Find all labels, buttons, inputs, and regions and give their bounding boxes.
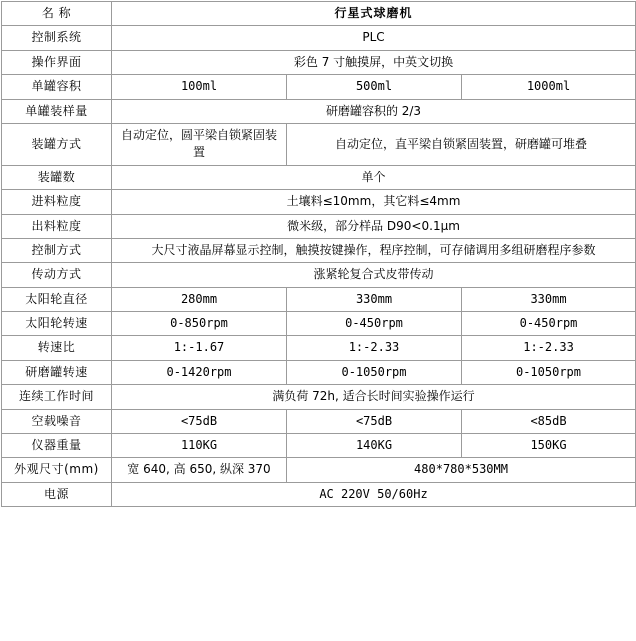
table-row <box>2 336 636 360</box>
row-value: 0-450rpm <box>287 312 462 336</box>
row-label: 传动方式 <box>2 263 112 287</box>
row-value: <75dB <box>287 409 462 433</box>
row-label: 连续工作时间 <box>2 385 112 409</box>
table-row <box>2 312 636 336</box>
table-row <box>2 263 636 287</box>
row-label: 控制系统 <box>2 26 112 50</box>
table-row <box>2 123 636 165</box>
row-value: 0-450rpm <box>462 312 636 336</box>
row-value: AC 220V 50/60Hz <box>112 482 636 506</box>
row-value: 行星式球磨机 <box>112 2 636 26</box>
row-value: 满负荷 72h, 适合长时间实验操作运行 <box>112 385 636 409</box>
row-label: 太阳轮转速 <box>2 312 112 336</box>
table-row <box>2 434 636 458</box>
table-row <box>2 165 636 189</box>
table-row <box>2 385 636 409</box>
row-label: 控制方式 <box>2 238 112 262</box>
table-row <box>2 238 636 262</box>
table-row <box>2 2 636 26</box>
row-value: 0-1050rpm <box>462 360 636 384</box>
row-label: 太阳轮直径 <box>2 287 112 311</box>
table-row <box>2 190 636 214</box>
row-label: 名 称 <box>2 2 112 26</box>
row-value: 330mm <box>462 287 636 311</box>
table-row <box>2 75 636 99</box>
specification-table-body <box>2 2 636 507</box>
row-value: 1:-1.67 <box>112 336 287 360</box>
row-label: 仪器重量 <box>2 434 112 458</box>
row-value: 0-1050rpm <box>287 360 462 384</box>
row-label: 单罐装样量 <box>2 99 112 123</box>
row-label: 电源 <box>2 482 112 506</box>
row-value: 500ml <box>287 75 462 99</box>
table-row <box>2 360 636 384</box>
table-row <box>2 50 636 74</box>
row-value: 宽 640, 高 650, 纵深 370 <box>112 458 287 482</box>
row-value: 0-850rpm <box>112 312 287 336</box>
row-label: 外观尺寸(mm) <box>2 458 112 482</box>
row-value: 330mm <box>287 287 462 311</box>
table-row <box>2 26 636 50</box>
row-value: 研磨罐容积的 2/3 <box>112 99 636 123</box>
row-label: 研磨罐转速 <box>2 360 112 384</box>
row-value: <85dB <box>462 409 636 433</box>
row-label: 空载噪音 <box>2 409 112 433</box>
row-label: 出料粒度 <box>2 214 112 238</box>
table-row <box>2 214 636 238</box>
row-label: 操作界面 <box>2 50 112 74</box>
table-row <box>2 482 636 506</box>
row-label: 进料粒度 <box>2 190 112 214</box>
table-row <box>2 287 636 311</box>
row-value: 1000ml <box>462 75 636 99</box>
row-label: 转速比 <box>2 336 112 360</box>
table-row <box>2 409 636 433</box>
row-value: 彩色 7 寸触摸屏，中英文切换 <box>112 50 636 74</box>
row-value: <75dB <box>112 409 287 433</box>
row-value: 150KG <box>462 434 636 458</box>
row-value: PLC <box>112 26 636 50</box>
row-label: 装罐方式 <box>2 123 112 165</box>
row-value: 1:-2.33 <box>287 336 462 360</box>
row-value: 单个 <box>112 165 636 189</box>
table-row <box>2 458 636 482</box>
table-row <box>2 99 636 123</box>
row-value: 0-1420rpm <box>112 360 287 384</box>
row-value: 110KG <box>112 434 287 458</box>
row-value: 微米级，部分样品 D90<0.1μm <box>112 214 636 238</box>
row-value: 480*780*530MM <box>287 458 636 482</box>
row-value: 280mm <box>112 287 287 311</box>
row-value: 自动定位，圆平梁自锁紧固装置 <box>112 123 287 165</box>
row-value: 土壤料≤10mm，其它料≤4mm <box>112 190 636 214</box>
row-label: 单罐容积 <box>2 75 112 99</box>
row-value: 自动定位，直平梁自锁紧固装置，研磨罐可堆叠 <box>287 123 636 165</box>
row-value: 140KG <box>287 434 462 458</box>
row-label: 装罐数 <box>2 165 112 189</box>
row-value: 大尺寸液晶屏幕显示控制，触摸按键操作，程序控制，可存储调用多组研磨程序参数 <box>112 238 636 262</box>
row-value: 100ml <box>112 75 287 99</box>
specification-table <box>1 1 636 507</box>
row-value: 涨紧轮复合式皮带传动 <box>112 263 636 287</box>
row-value: 1:-2.33 <box>462 336 636 360</box>
